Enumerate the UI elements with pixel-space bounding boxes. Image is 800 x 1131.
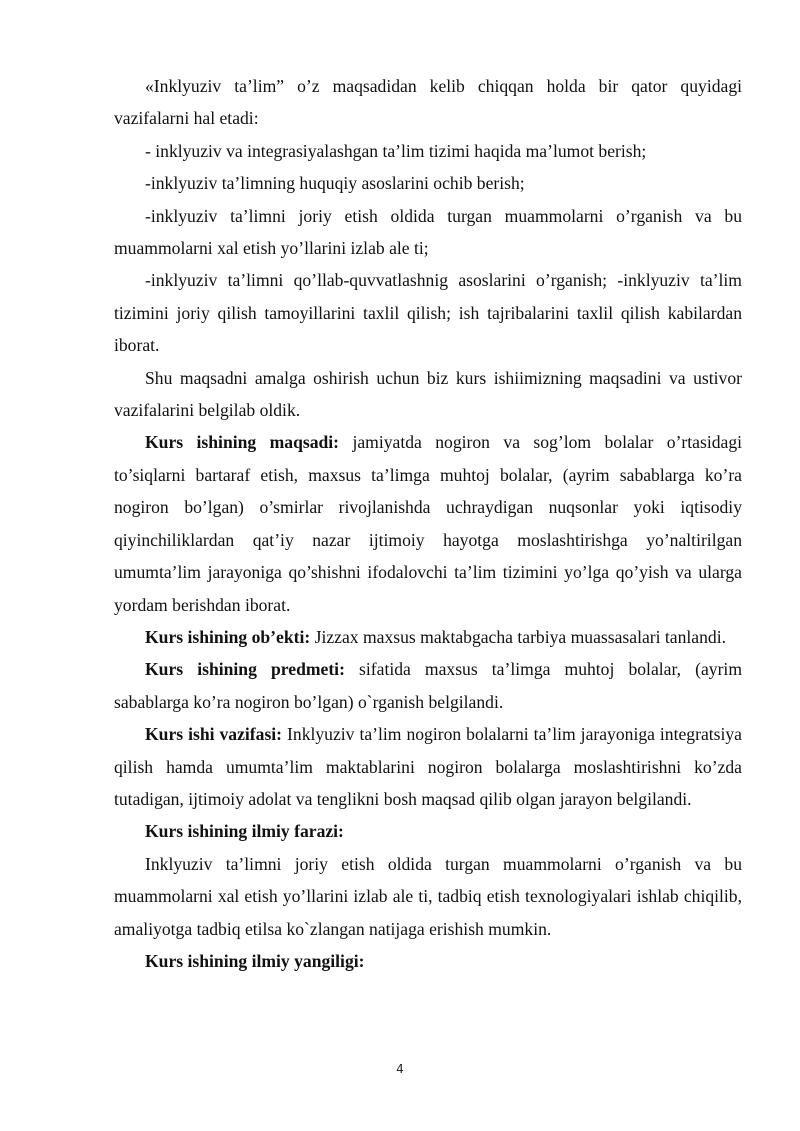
- novelty-heading: [114, 945, 742, 977]
- object-text: Jizzax maxsus maktabgacha tarbiya muassasalari tanlandi.: [310, 626, 726, 647]
- goal-paragraph: [114, 426, 742, 620]
- goal-label: Kurs ishining maqsadi:: [145, 432, 340, 453]
- subject-paragraph: [114, 653, 742, 718]
- subject-label: Kurs ishining predmeti:: [145, 659, 345, 680]
- object-label: Kurs ishining ob’ekti:: [145, 626, 311, 647]
- hypothesis-label: Kurs ishining ilmiy farazi:: [145, 821, 344, 842]
- document-page: [114, 70, 742, 977]
- page-number: 4: [396, 1062, 404, 1076]
- hypothesis-paragraph: Inklyuziv ta’limni joriy etish oldida turgan muammolarni o’rganish va bu muammolarni xal etish yo’llarini izlab ale ti, tadbiq etish texnologiyalari ishlab chiqilib, amaliyotga tadbiq etilsa ko`zlangan natijaga erishish mumkin.: [114, 853, 742, 939]
- object-paragraph: [114, 621, 742, 653]
- hypothesis-heading: [114, 815, 742, 847]
- goal-intro-paragraph: Shu maqsadni amalga oshirish uchun biz kurs ishiimizning maqsadini va ustivor vazifalarini belgilab oldik.: [114, 367, 742, 421]
- task-text: Inklyuziv ta’lim nogiron bolalarni ta’lim jarayoniga integratsiya qilish hamda umumta’lim maktablarini nogiron bolalarga moslashtirishni ko’zda tutadigan, ijtimoiy adolat va tenglikni bosh maqsad qilib olgan jarayon belgilandi.: [114, 724, 742, 809]
- task-item-4: -inklyuziv ta’limni qo’llab-quvvatlashnig asoslarini o’rganish; -inklyuziv ta’lim tizimini joriy qilish tamoyillarini taxlil qilish; ish tajribalarini taxlil qilish kabilardan iborat.: [114, 270, 742, 356]
- intro-paragraph: «Inklyuziv ta’lim” o’z maqsadidan kelib chiqqan holda bir qator quyidagi vazifalarni hal etadi:: [114, 76, 742, 129]
- task-item-3: -inklyuziv ta’limni joriy etish oldida turgan muammolarni o’rganish va bu muammolarni xal etish yo’llarini izlab ale ti;: [114, 205, 742, 259]
- task-paragraph: [114, 718, 742, 815]
- goal-text: jamiyatda nogiron va sog’lom bolalar o’rtasidagi to’siqlarni bartaraf etish, maxsus ta’limga muhtoj bolalar, (ayrim sabablarga ko’ra nogiron bo’lgan) o’smirlar rivojlanishda uchraydigan nuqsonlar yoki iqtisodiy qiyinchiliklardan qat’iy nazar ijtimoiy hayotga moslashtirishga yo’naltirilgan umumta’lim jarayoniga qo’shishni ifodalovchi ta’lim tizimini yo’lga qo’yish va ularga yordam berishdan iborat.: [114, 432, 743, 615]
- subject-text: sifatida maxsus ta’limga muhtoj bolalar, (ayrim sabablarga ko’ra nogiron bo’lgan) o`rganish belgilandi.: [114, 659, 743, 712]
- task-label: Kurs ishi vazifasi:: [145, 724, 283, 745]
- task-item-2: -inklyuziv ta’limning huquqiy asoslarini ochib berish;: [145, 173, 525, 194]
- task-item-1: - inklyuziv va integrasiyalashgan ta’lim tizimi haqida ma’lumot berish;: [145, 140, 647, 161]
- novelty-label: Kurs ishining ilmiy yangiligi:: [145, 950, 365, 971]
